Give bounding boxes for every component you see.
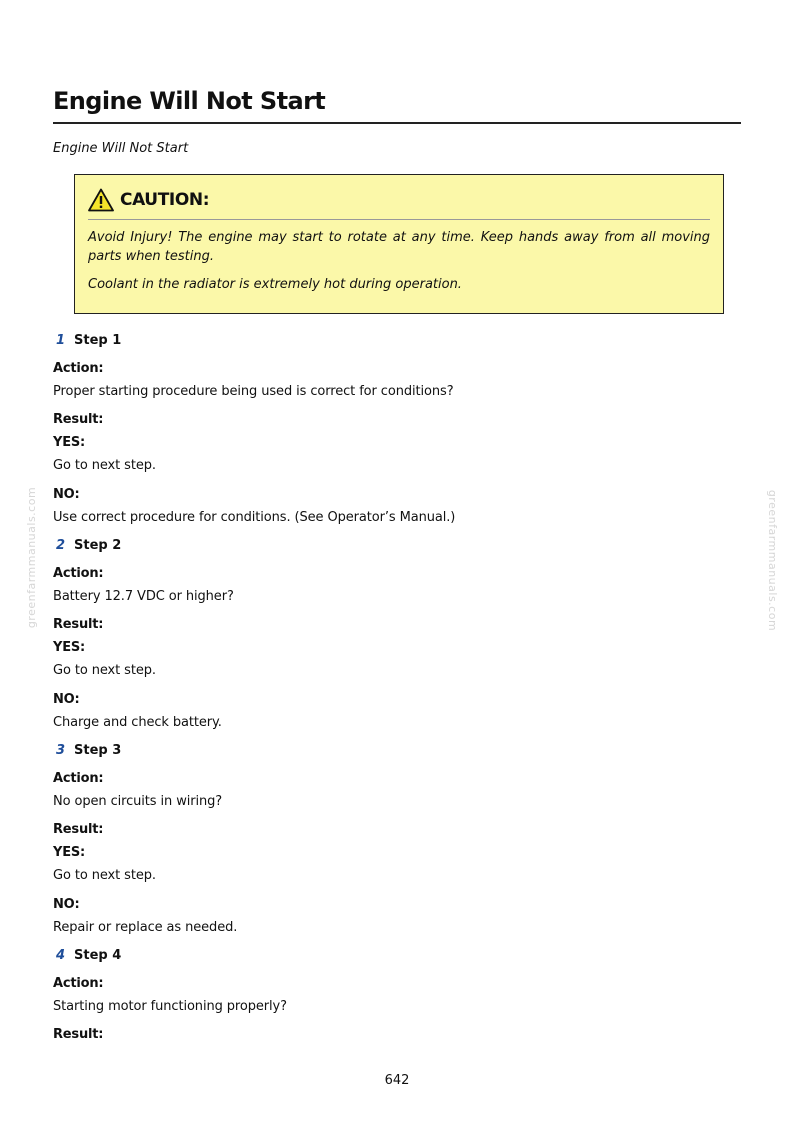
action-text: Battery 12.7 VDC or higher? (53, 589, 234, 604)
no-text: Repair or replace as needed. (53, 920, 238, 935)
watermark-left: greenfarmmanuals.com (25, 486, 39, 629)
action-text: Proper starting procedure being used is correct for conditions? (53, 384, 454, 399)
result-label: Result: (53, 1027, 104, 1042)
action-text: Starting motor functioning properly? (53, 999, 287, 1014)
result-label: Result: (53, 822, 104, 837)
step-heading (56, 948, 121, 963)
page-number: 642 (384, 1073, 410, 1088)
no-text: Use correct procedure for conditions. (See Operator’s Manual.) (53, 510, 456, 525)
result-label: Result: (53, 617, 104, 632)
step-number: 2 (56, 538, 66, 553)
caution-box (74, 174, 724, 314)
yes-text: Go to next step. (53, 458, 156, 473)
step-number: 4 (56, 948, 66, 963)
caution-title: CAUTION: (120, 190, 210, 210)
no-text: Charge and check battery. (53, 715, 222, 730)
yes-label: YES: (53, 435, 86, 450)
no-label: NO: (53, 897, 80, 912)
caution-paragraph: Avoid Injury! The engine may start to rotate at any time. Keep hands away from all moving parts when testing. (88, 230, 710, 264)
step-title: Step 1 (74, 333, 122, 348)
step-heading (56, 333, 121, 348)
step-number: 3 (56, 743, 66, 758)
watermark-right: greenfarmmanuals.com (766, 489, 780, 632)
action-label: Action: (53, 566, 104, 581)
yes-text: Go to next step. (53, 663, 156, 678)
no-label: NO: (53, 487, 80, 502)
step-title: Step 2 (74, 538, 122, 553)
result-label: Result: (53, 412, 104, 427)
action-label: Action: (53, 976, 104, 991)
caution-paragraph: Coolant in the radiator is extremely hot during operation. (88, 277, 462, 292)
step-heading (56, 538, 121, 553)
yes-label: YES: (53, 845, 86, 860)
step-heading (56, 743, 121, 758)
warning-triangle-icon (88, 188, 114, 212)
step-number: 1 (56, 333, 66, 348)
step-title: Step 3 (74, 743, 122, 758)
action-label: Action: (53, 361, 104, 376)
yes-label: YES: (53, 640, 86, 655)
yes-text: Go to next step. (53, 868, 156, 883)
action-label: Action: (53, 771, 104, 786)
step-title: Step 4 (74, 948, 122, 963)
page-subtitle: Engine Will Not Start (53, 141, 189, 156)
no-label: NO: (53, 692, 80, 707)
caution-header (88, 185, 710, 220)
page-title: Engine Will Not Start (53, 86, 741, 124)
action-text: No open circuits in wiring? (53, 794, 223, 809)
